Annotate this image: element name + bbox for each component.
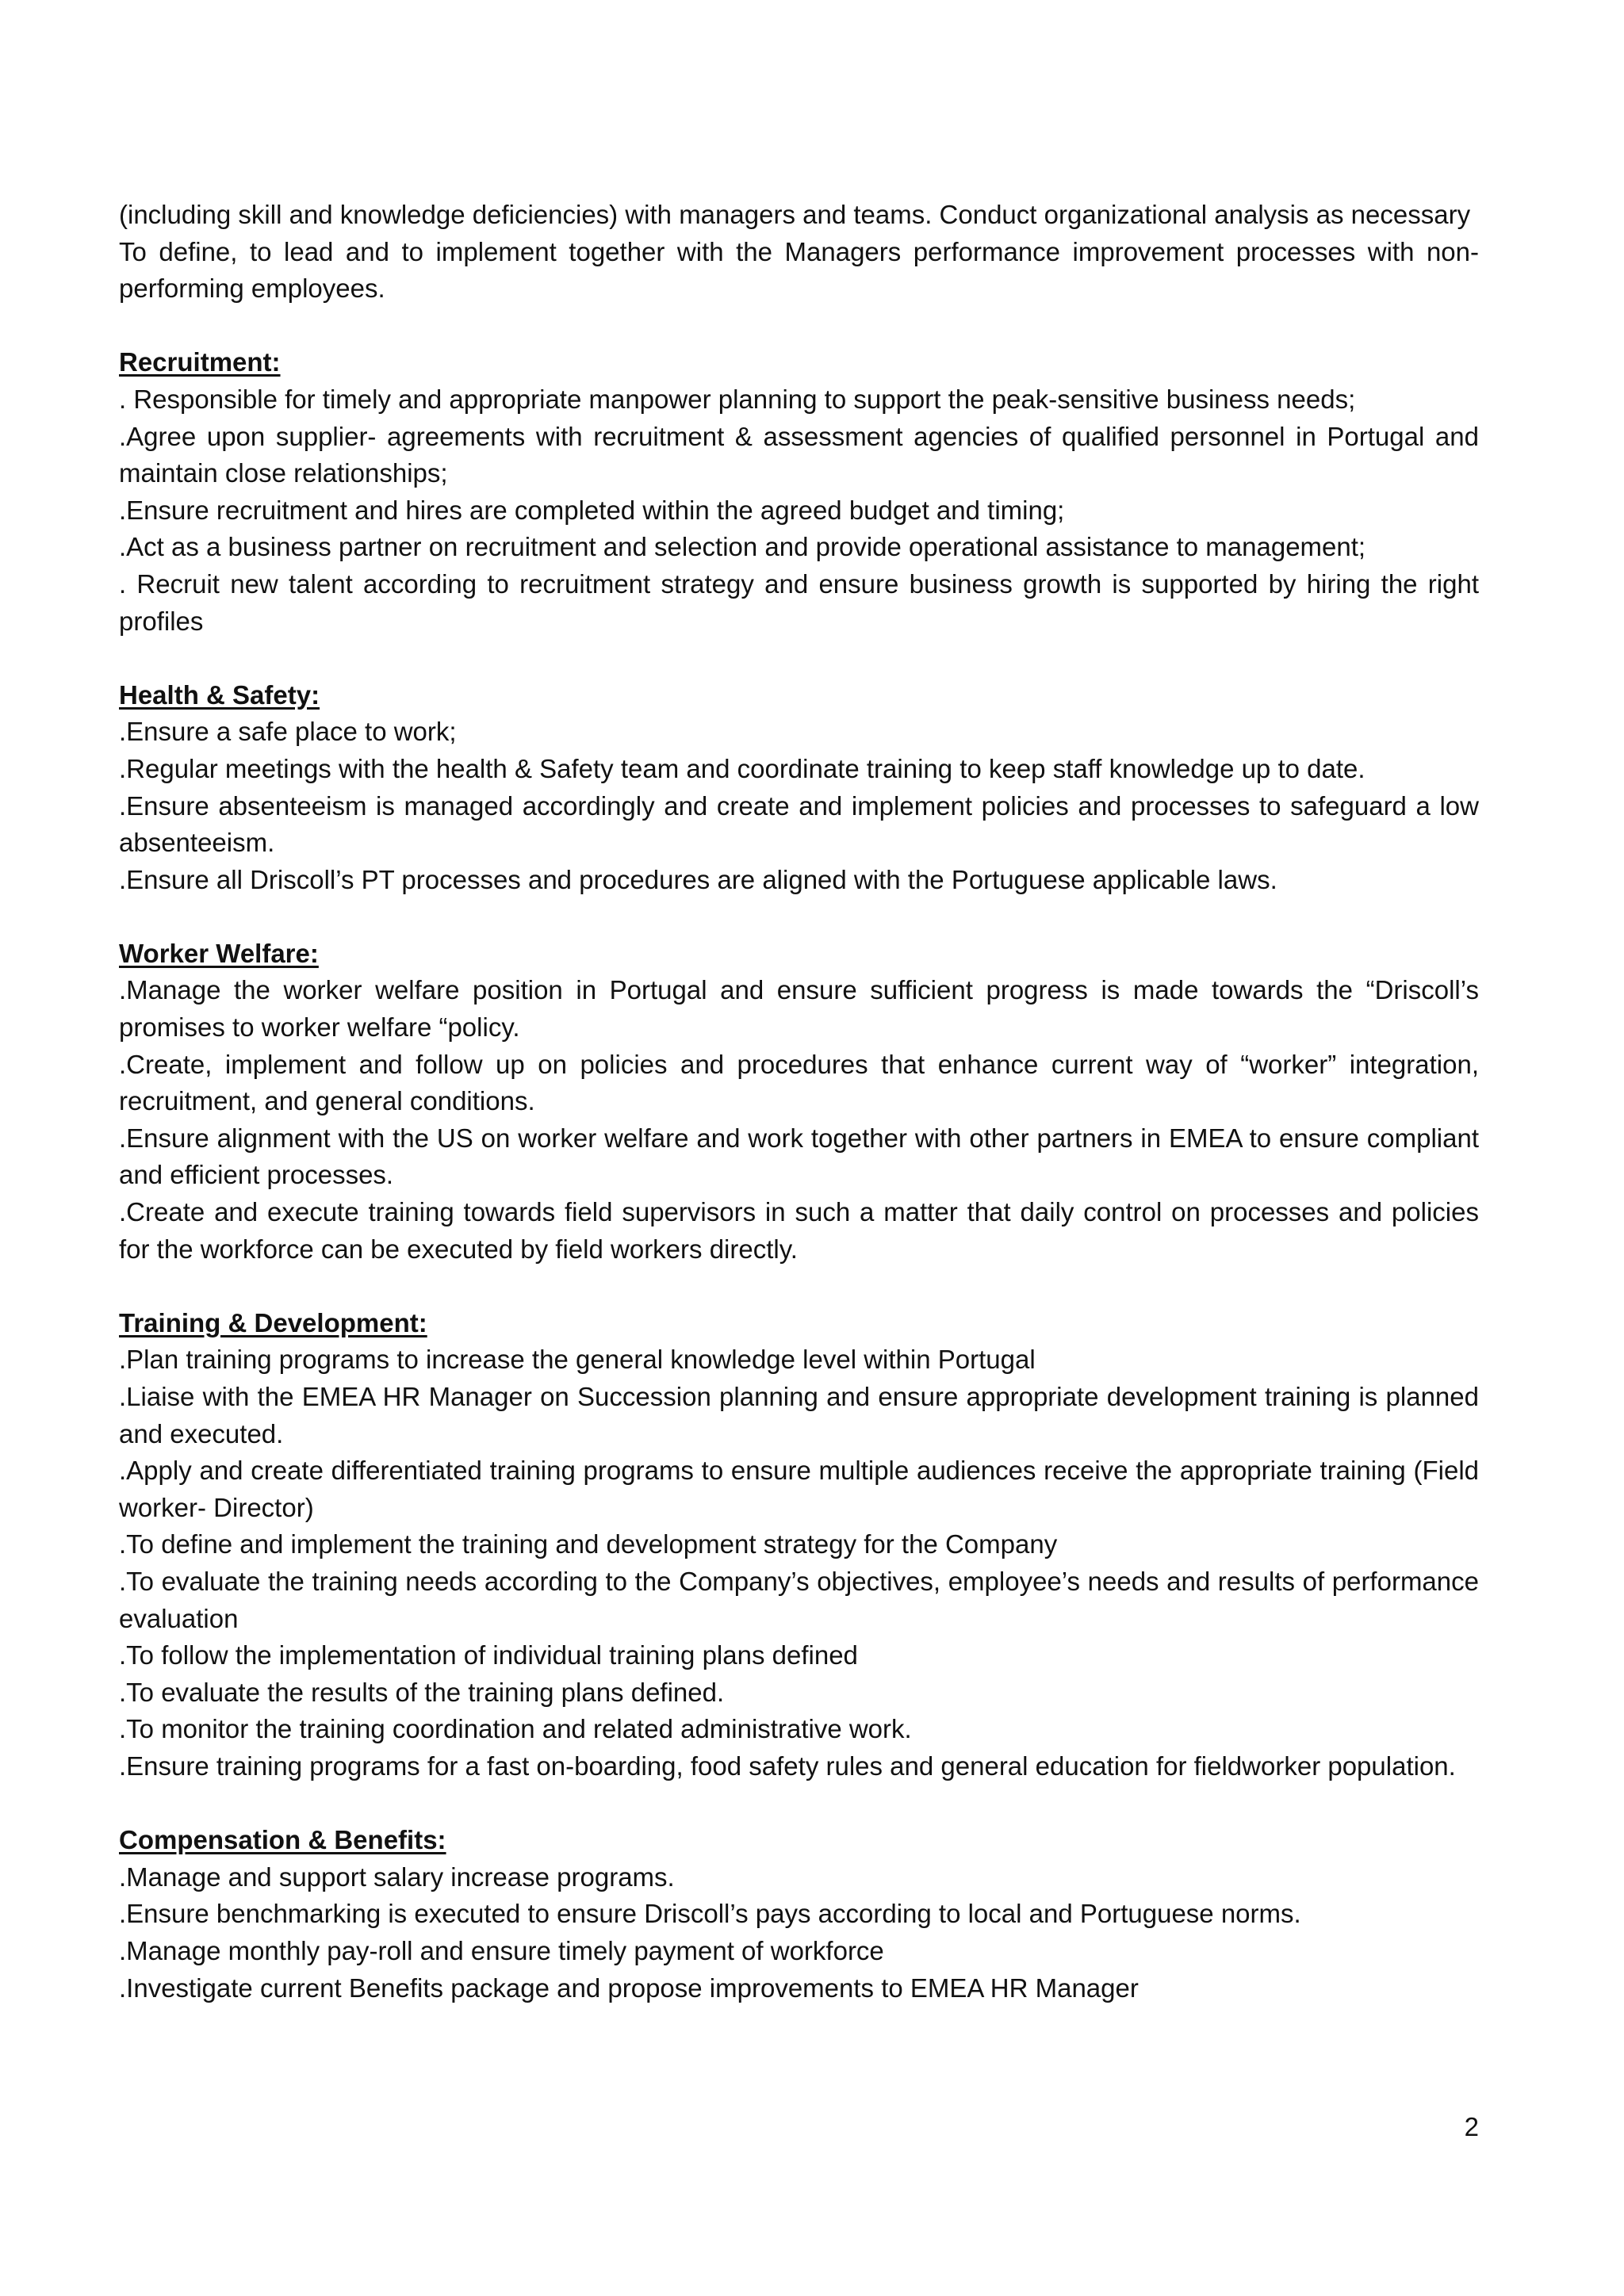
section-heading: Recruitment: [119, 347, 281, 377]
section-recruitment [119, 344, 1479, 640]
list-item: .Ensure benchmarking is executed to ensure Driscoll’s pays according to local and Portuguese norms. [119, 1899, 1301, 1929]
section-training-development [119, 1305, 1479, 1785]
section-health-safety [119, 677, 1479, 899]
list-item: .Manage the worker welfare position in Portugal and ensure sufficient progress is made towards the “Driscoll’s promises to worker welfare “policy. [119, 975, 1479, 1043]
list-item: .Investigate current Benefits package and propose improvements to EMEA HR Manager [119, 1973, 1139, 2003]
intro-paragraph: (including skill and knowledge deficiencies) with managers and teams. Conduct organizational analysis as necessary [119, 200, 1471, 229]
list-item: .Create, implement and follow up on policies and procedures that enhance current way of “worker” integration, recruitment, and general conditions. [119, 1049, 1479, 1116]
list-item: .Ensure all Driscoll’s PT processes and procedures are aligned with the Portuguese applicable laws. [119, 864, 1277, 894]
list-item: .Liaise with the EMEA HR Manager on Succession planning and ensure appropriate development training is planned and executed. [119, 1382, 1479, 1448]
list-item: .Act as a business partner on recruitment and selection and provide operational assistance to management; [119, 532, 1366, 562]
page-number: 2 [1464, 2112, 1479, 2141]
section-heading: Worker Welfare: [119, 938, 319, 968]
section-worker-welfare [119, 936, 1479, 1268]
list-item: .Plan training programs to increase the general knowledge level within Portugal [119, 1345, 1036, 1375]
list-item: .Ensure training programs for a fast on-boarding, food safety rules and general education for fieldworker population. [119, 1751, 1456, 1781]
list-item: .Ensure recruitment and hires are completed within the agreed budget and timing; [119, 495, 1065, 525]
list-item: .To follow the implementation of individual training plans defined [119, 1640, 858, 1670]
section-heading: Training & Development: [119, 1307, 427, 1337]
list-item: .Agree upon supplier- agreements with recruitment & assessment agencies of qualified personnel in Portugal and maintain close relationships; [119, 421, 1479, 488]
section-heading: Health & Safety: [119, 679, 320, 710]
document-page [119, 197, 1479, 2007]
list-item: .Create and execute training towards field supervisors in such a matter that daily control on processes and policies for the workforce can be executed by field workers directly. [119, 1197, 1479, 1264]
list-item: .To evaluate the results of the training plans defined. [119, 1677, 725, 1707]
intro-paragraph: To define, to lead and to implement together with the Managers performance improvement processes with non-performing employees. [119, 236, 1479, 304]
list-item: .Manage and support salary increase programs. [119, 1862, 675, 1892]
list-item: .To monitor the training coordination and related administrative work. [119, 1714, 912, 1744]
section-heading: Compensation & Benefits: [119, 1825, 446, 1855]
list-item: .Ensure alignment with the US on worker welfare and work together with other partners in EMEA to ensure compliant and efficient processes. [119, 1123, 1479, 1190]
list-item: .Apply and create differentiated training programs to ensure multiple audiences receive the appropriate training (Field worker- Director) [119, 1456, 1479, 1522]
list-item: .To evaluate the training needs according to the Company’s objectives, employee’s needs and results of performance evaluation [119, 1566, 1479, 1633]
list-item: . Recruit new talent according to recruitment strategy and ensure business growth is supported by hiring the right profiles [119, 568, 1479, 636]
list-item: .To define and implement the training and development strategy for the Company [119, 1529, 1058, 1559]
list-item: .Regular meetings with the health & Safety team and coordinate training to keep staff knowledge up to date. [119, 753, 1365, 783]
intro-block [119, 197, 1479, 308]
list-item: . Responsible for timely and appropriate manpower planning to support the peak-sensitive business needs; [119, 384, 1356, 414]
list-item: .Ensure absenteeism is managed accordingly and create and implement policies and processes to safeguard a low absenteeism. [119, 790, 1479, 858]
list-item: .Ensure a safe place to work; [119, 717, 457, 747]
section-compensation-benefits [119, 1822, 1479, 2007]
list-item: .Manage monthly pay-roll and ensure timely payment of workforce [119, 1935, 884, 1965]
